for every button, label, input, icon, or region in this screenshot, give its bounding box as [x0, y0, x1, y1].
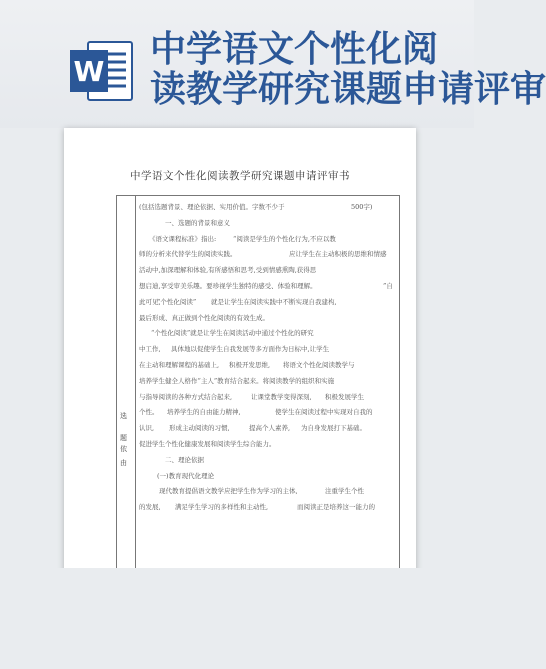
document-text-segment: “个性化阅读”就是让学生在阅读活动中通过个性化的研究 — [151, 329, 314, 338]
document-text-segment: 促进学生个性化健康发展和阅读学生综合能力。 — [139, 439, 276, 448]
document-text-segment: 培养学生的自由能力精神, — [167, 408, 241, 417]
document-text-segment: 中工作, — [139, 345, 161, 354]
side-label: 题 — [120, 434, 127, 442]
document-line — [139, 326, 395, 342]
document-text-segment: 个性。 — [139, 408, 159, 417]
document-text-segment: “阅读是学生的个性化行为,不应以教 — [233, 234, 336, 243]
document-line — [139, 405, 395, 421]
document-text-segment: 培养学生健全人格作“主人”教育结合起来。将阅读教学的组织和实施 — [139, 376, 335, 385]
document-text-segment: 二、理论依据 — [165, 455, 204, 464]
banner-title-line-2: 读教学研究课题申请评审 — [150, 69, 546, 110]
header-banner — [0, 0, 546, 128]
document-text-segment: 应让学生在主动积极的思维和情感 — [289, 250, 387, 259]
document-text-segment: 师的分析来代替学生的阅读实践。 — [139, 250, 237, 259]
document-text-segment: 的发展, — [139, 503, 161, 512]
document-body — [139, 200, 395, 516]
document-line — [139, 484, 395, 500]
document-text-segment: (包括选题背景、理论依据、实用价值。字数不少于 — [139, 203, 285, 211]
document-line — [139, 263, 395, 279]
document-text-segment: 使学生在阅读过程中实现对自我的 — [275, 408, 373, 417]
document-text-segment: 积极发展学生 — [325, 392, 364, 401]
document-line — [139, 500, 395, 516]
document-line — [139, 390, 395, 406]
banner-title — [150, 29, 546, 110]
document-line — [139, 374, 395, 390]
document-text-segment: 形成主动阅读的习惯, — [169, 424, 230, 433]
word-icon — [70, 40, 134, 102]
document-text-segment: 认识, — [139, 424, 155, 433]
side-label: 由 — [120, 459, 127, 467]
document-text-segment: 积极开发思维, — [229, 360, 271, 369]
document-text-segment: 在主动和理解课程的基础上, — [139, 360, 220, 369]
document-text-segment: 而阅读正是培养这一能力的 — [297, 503, 375, 512]
document-text-segment: 活动中,加深理解和体验,有所感悟和思考,受到情感熏陶,获得思 — [139, 266, 317, 275]
footer-background — [0, 568, 474, 669]
document-text-segment: 想启迪,享受审美乐趣。要珍视学生独特的感受、体验和理解。 — [139, 281, 317, 290]
document-text-segment: 提高个人素养, — [249, 424, 291, 433]
document-text-segment: 将语文个性化阅读教学与 — [283, 360, 355, 369]
document-text-segment: 让课堂教学变得深刻, — [251, 392, 312, 401]
application-table — [116, 195, 400, 603]
document-line — [139, 295, 395, 311]
document-text-segment: 《语文课程标准》指出: — [149, 234, 217, 243]
document-title: 中学语文个性化阅读教学研究课题申请评审书 — [130, 170, 350, 182]
document-text-segment: (一)教育现代化理论 — [157, 471, 215, 480]
document-text-segment: 此可见, — [139, 297, 161, 306]
document-line — [139, 216, 395, 232]
document-page — [64, 128, 416, 604]
document-text-segment: ”自 — [383, 281, 393, 290]
document-text-segment: 现代教育提倡语文教学应把学生作为学习的主体, — [159, 487, 298, 496]
document-text-segment: 500字) — [351, 203, 373, 211]
document-line — [139, 200, 395, 216]
banner-title-line-1: 中学语文个性化阅 — [150, 29, 439, 70]
document-line — [139, 342, 395, 358]
document-line — [139, 232, 395, 248]
document-text-segment: “个性化阅读” — [157, 297, 197, 306]
document-text-segment: 一、选题的背景和意义 — [165, 218, 230, 227]
document-text-segment: 与指导阅读的各种方式结合起来, — [139, 392, 233, 401]
document-line — [139, 421, 395, 437]
document-line — [139, 437, 395, 453]
document-line — [139, 469, 395, 485]
document-text-segment: 最后形成、真正做到个性化阅读的有效生成。 — [139, 313, 269, 322]
document-text-segment: 注重学生个性 — [325, 487, 364, 496]
document-line — [139, 358, 395, 374]
document-text-segment: 就是让学生在阅读实践中不断实现自我建构, — [211, 297, 337, 306]
document-text-segment: 为自身发展打下基础。 — [301, 424, 366, 433]
svg-text:W: W — [73, 55, 105, 88]
document-line — [139, 453, 395, 469]
document-text-segment: 具体地以促使学生自我发展等多方面作为日标中,让学生 — [171, 345, 330, 354]
side-label: 依 — [120, 445, 127, 453]
side-label-column — [117, 196, 136, 602]
document-text-segment: 满足学生学习的多样性和主动性, — [175, 503, 269, 512]
document-line — [139, 279, 395, 295]
side-label: 选 — [120, 412, 127, 420]
document-line — [139, 311, 395, 327]
document-line — [139, 247, 395, 263]
